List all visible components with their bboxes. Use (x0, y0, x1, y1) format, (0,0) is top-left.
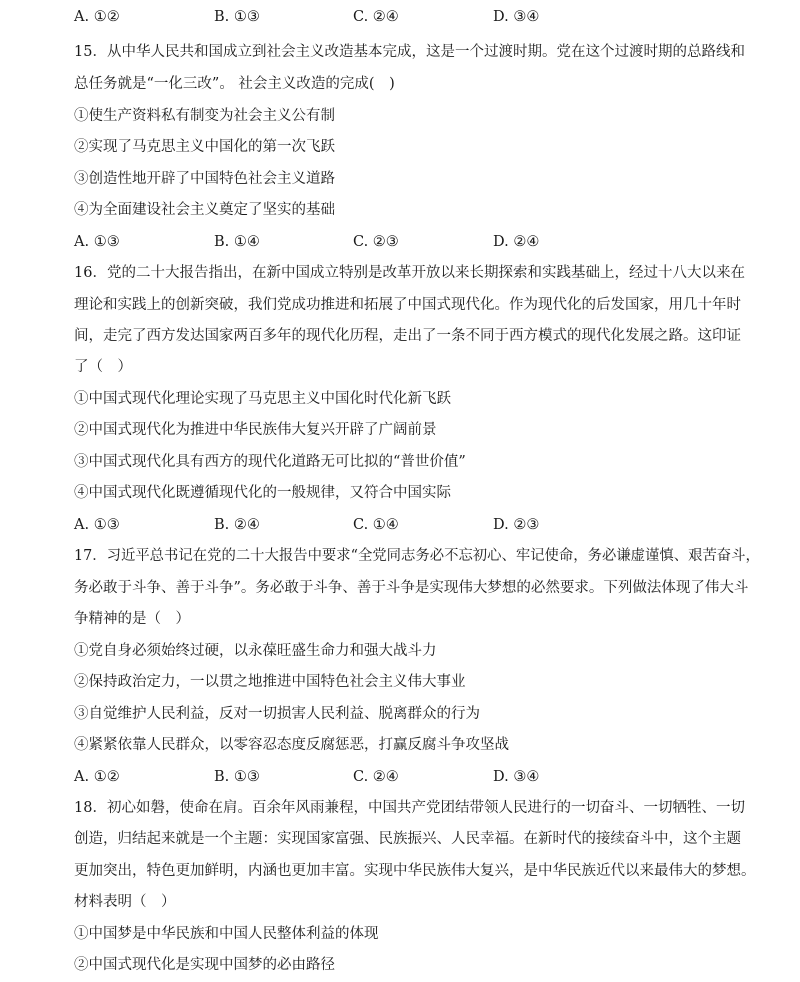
q17-statement-4: ④紧紧依靠人民群众，以零容忍态度反腐惩恶，打赢反腐斗争攻坚战 (74, 737, 509, 753)
q16-stem-line-3: 间，走完了西方发达国家两百多年的现代化历程，走出了一条不同于西方模式的现代化发展之路。这印证 (74, 328, 741, 344)
q17-option-b[interactable]: B. ①③ (214, 769, 260, 785)
q16-statement-3: ③中国式现代化具有西方的现代化道路无可比拟的“普世价值” (74, 454, 466, 470)
q15-options (74, 232, 714, 252)
q16-statement-4: ④中国式现代化既遵循现代化的一般规律，又符合中国实际 (74, 485, 451, 501)
q18-statement-2: ②中国式现代化是实现中国梦的必由路径 (74, 957, 335, 973)
q16-option-b[interactable]: B. ②④ (214, 517, 260, 533)
q15-statement-3: ③创造性地开辟了中国特色社会主义道路 (74, 171, 335, 187)
q16-stem-line-2: 理论和实践上的创新突破，我们党成功推进和拓展了中国式现代化。作为现代化的后发国家，用几十年时 (74, 297, 741, 313)
q15-option-d[interactable]: D. ②④ (493, 234, 540, 250)
q15-stem-line-2: 总任务就是“一化三改”。 社会主义改造的完成( ) (74, 76, 395, 92)
q16-option-a[interactable]: A. ①③ (74, 517, 120, 533)
q17-stem-line-1: 17．习近平总书记在党的二十大报告中要求“全党同志务必不忘初心、牢记使命，务必谦虚谨慎、艰苦奋斗， (74, 548, 760, 564)
q18-stem-line-4: 材料表明（ ） (74, 894, 176, 910)
q17-statement-1: ①党自身必须始终过硬，以永葆旺盛生命力和强大战斗力 (74, 643, 437, 659)
q17-option-d[interactable]: D. ③④ (493, 769, 540, 785)
q17-stem-line-3: 争精神的是（ ） (74, 611, 190, 627)
q14-option-c[interactable]: C. ②④ (353, 9, 399, 25)
q17-stem-line-2: 务必敢于斗争、善于斗争”。务必敢于斗争、善于斗争是实现伟大梦想的必然要求。下列做法体现了伟大斗 (74, 580, 749, 596)
q17-statement-3: ③自觉维护人民利益，反对一切损害人民利益、脱离群众的行为 (74, 706, 480, 722)
q16-statement-1: ①中国式现代化理论实现了马克思主义中国化时代化新飞跃 (74, 391, 451, 407)
q14-option-d[interactable]: D. ③④ (493, 9, 540, 25)
q16-option-c[interactable]: C. ①④ (353, 517, 399, 533)
q17-option-c[interactable]: C. ②④ (353, 769, 399, 785)
q14-option-a[interactable]: A. ①② (74, 9, 120, 25)
q14-options (74, 7, 714, 27)
q18-stem-line-2: 创造，归结起来就是一个主题：实现国家富强、民族振兴、人民幸福。在新时代的接续奋斗中，这个主题 (74, 831, 741, 847)
q15-option-a[interactable]: A. ①③ (74, 234, 120, 250)
q15-statement-1: ①使生产资料私有制变为社会主义公有制 (74, 108, 335, 124)
q15-option-b[interactable]: B. ①④ (214, 234, 260, 250)
q18-stem-line-3: 更加突出，特色更加鲜明，内涵也更加丰富。实现中华民族伟大复兴，是中华民族近代以来最伟大的梦想。 (74, 863, 756, 879)
q15-stem-line-1: 15．从中华人民共和国成立到社会主义改造基本完成，这是一个过渡时期。党在这个过渡时期的总路线和 (74, 44, 745, 60)
q18-statement-1: ①中国梦是中华民族和中国人民整体利益的体现 (74, 926, 379, 942)
q15-statement-4: ④为全面建设社会主义奠定了坚实的基础 (74, 202, 335, 218)
q16-statement-2: ②中国式现代化为推进中华民族伟大复兴开辟了广阔前景 (74, 422, 437, 438)
q16-stem-line-4: 了（ ） (74, 359, 132, 375)
q14-option-b[interactable]: B. ①③ (214, 9, 260, 25)
q16-option-d[interactable]: D. ②③ (493, 517, 540, 533)
q16-options (74, 515, 714, 535)
q18-stem-line-1: 18．初心如磐，使命在肩。百余年风雨兼程，中国共产党团结带领人民进行的一切奋斗、一切牺牲、一切 (74, 800, 745, 816)
q17-statement-2: ②保持政治定力，一以贯之地推进中国特色社会主义伟大事业 (74, 674, 466, 690)
q17-options (74, 767, 714, 787)
q15-option-c[interactable]: C. ②③ (353, 234, 399, 250)
q15-statement-2: ②实现了马克思主义中国化的第一次飞跃 (74, 139, 335, 155)
q17-option-a[interactable]: A. ①② (74, 769, 120, 785)
q16-stem-line-1: 16．党的二十大报告指出，在新中国成立特别是改革开放以来长期探索和实践基础上，经过十八大以来在 (74, 265, 745, 281)
